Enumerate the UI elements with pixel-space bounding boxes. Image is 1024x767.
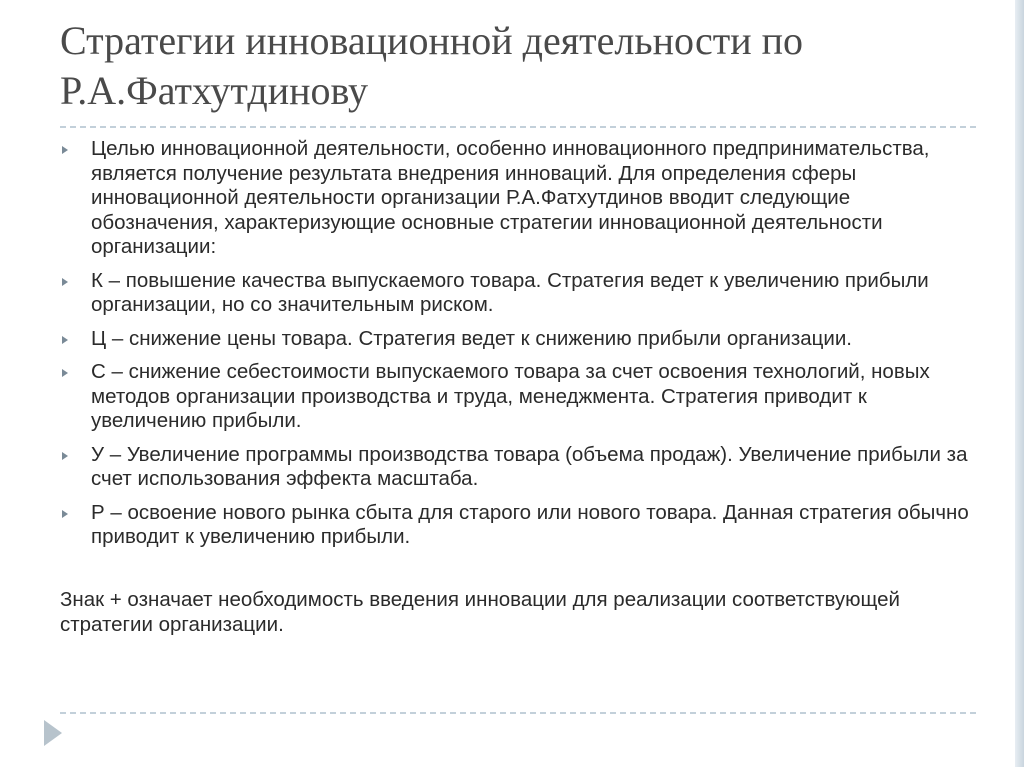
triangle-play-icon[interactable] xyxy=(44,720,62,746)
slide-footnote: Знак + означает необходимость введения инновации для реализации соответствующей стратегии организации. xyxy=(60,588,900,636)
bullet-text: Ц – снижение цены товара. Стратегия ведет к снижению прибыли организации. xyxy=(91,326,852,350)
bullet-item-ts xyxy=(60,327,980,352)
bullet-item-u xyxy=(60,443,980,492)
bullet-item-s xyxy=(60,360,980,434)
footer-divider xyxy=(60,712,976,714)
triangle-bullet-icon xyxy=(62,452,68,460)
bullet-text: С – снижение себестоимости выпускаемого товара за счет освоения технологий, новых методов организации производства и труда, менеджмента. Стратегия приводит к увеличению прибыли. xyxy=(91,360,930,432)
bullet-item-goal xyxy=(60,137,980,260)
bullet-text: Р – освоение нового рынка сбыта для старого или нового товара. Данная стратегия обычно приводит к увеличению прибыли. xyxy=(91,500,969,548)
triangle-bullet-icon xyxy=(62,510,68,518)
bullet-list xyxy=(60,137,980,559)
bullet-item-r xyxy=(60,501,980,550)
title-divider xyxy=(60,126,976,128)
triangle-bullet-icon xyxy=(62,336,68,344)
bullet-text: Целью инновационной деятельности, особенно инновационного предпринимательства, является получение результата внедрения инноваций. Для определения сферы инновационной деятельности организации Р.А.Фатхутдинов вводит следующие обозначения, характеризующие основные стратегии инновационной деятельности организации: xyxy=(91,137,930,258)
triangle-bullet-icon xyxy=(62,369,68,377)
bullet-text: У – Увеличение программы производства товара (объема продаж). Увеличение прибыли за счет использования эффекта масштаба. xyxy=(91,442,968,490)
bullet-item-k xyxy=(60,269,980,318)
slide-side-bar xyxy=(1015,0,1024,767)
triangle-bullet-icon xyxy=(62,278,68,286)
slide-title: Стратегии инновационной деятельности по Р.А.Фатхутдинову xyxy=(60,18,804,113)
bullet-text: К – повышение качества выпускаемого товара. Стратегия ведет к увеличению прибыли организации, но со значительным риском. xyxy=(91,268,929,316)
triangle-bullet-icon xyxy=(62,146,68,154)
